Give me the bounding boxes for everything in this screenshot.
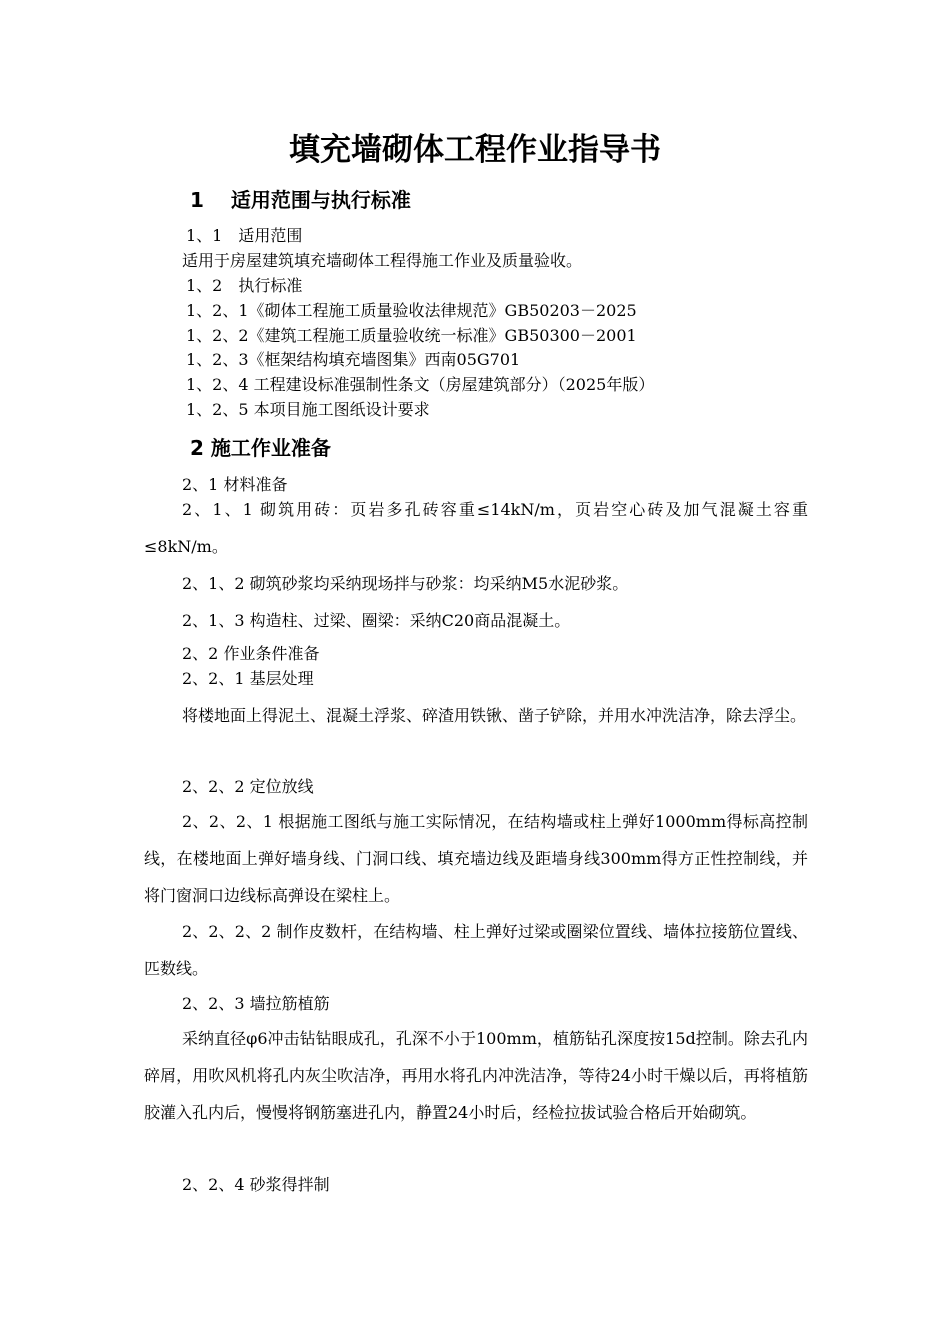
clause-1-2-4: 1、2、4 工程建设标准强制性条文（房屋建筑部分）（2025年版） [186,375,655,394]
clause-1-1-text: 适用于房屋建筑填充墙砌体工程得施工作业及质量验收。 [182,251,583,270]
clause-2-2-2: 2、2、2 定位放线 [182,777,314,796]
clause-2-2-3-text: 采纳直径φ6冲击钻钻眼成孔，孔深不小于100mm，植筋钻孔深度按15d控制。除去孔内碎屑，用吹风机将孔内灰尘吹洁净，再用水将孔内冲洗洁净，等待24小时干燥以后，再将植筋胶灌入孔内后，慢慢将钢筋塞进孔内，静置24小时后，经检拉拔试验合格后开始砌筑。 [144,1029,808,1122]
clause-2-2-2-1: 2、2、2、1 根据施工图纸与施工实际情况，在结构墙或柱上弹好1000mm得标高控制线，在楼地面上弹好墙身线、门洞口线、填充墙边线及距墙身线300mm得方正性控制线，并将门窗洞口边线标高弹设在梁柱上。 [144,812,808,905]
clause-1-1: 1、1 适用范围 [186,226,303,245]
clause-2-2-3: 2、2、3 墙拉筋植筋 [182,994,330,1013]
section-2-heading: 2 施工作业准备 [190,436,331,460]
clause-2-1-1: 2、1、1 砌筑用砖：页岩多孔砖容重≤14kN/m，页岩空心砖及加气混凝土容重≤8kN/m。 [144,500,808,556]
clause-2-2-1: 2、2、1 基层处理 [182,669,314,688]
clause-2-1: 2、1 材料准备 [182,475,288,494]
clause-2-1-3: 2、1、3 构造柱、过梁、圈梁：采纳C20商品混凝土。 [182,611,571,630]
clause-1-2-1: 1、2、1《砌体工程施工质量验收法律规范》GB50203－2025 [186,301,637,320]
clause-2-2-4: 2、2、4 砂浆得拌制 [182,1175,330,1194]
clause-1-2: 1、2 执行标准 [186,276,303,295]
clause-1-2-3: 1、2、3《框架结构填充墙图集》西南05G701 [186,350,521,369]
clause-2-2: 2、2 作业条件准备 [182,644,320,663]
clause-2-2-2-2: 2、2、2、2 制作皮数杆，在结构墙、柱上弹好过梁或圈梁位置线、墙体拉接筋位置线、匹数线。 [144,922,808,978]
clause-2-1-2: 2、1、2 砌筑砂浆均采纳现场拌与砂浆：均采纳M5水泥砂浆。 [182,574,629,593]
clause-1-2-5: 1、2、5 本项目施工图纸设计要求 [186,400,430,419]
clause-2-2-1-text: 将楼地面上得泥土、混凝土浮浆、碎渣用铁锹、凿子铲除，并用水冲洗洁净，除去浮尘。 [182,706,807,725]
clause-1-2-2: 1、2、2《建筑工程施工质量验收统一标准》GB50300－2001 [186,326,637,345]
section-1-heading: 1 适用范围与执行标准 [190,188,411,212]
document-title: 填充墙砌体工程作业指导书 [289,132,661,168]
